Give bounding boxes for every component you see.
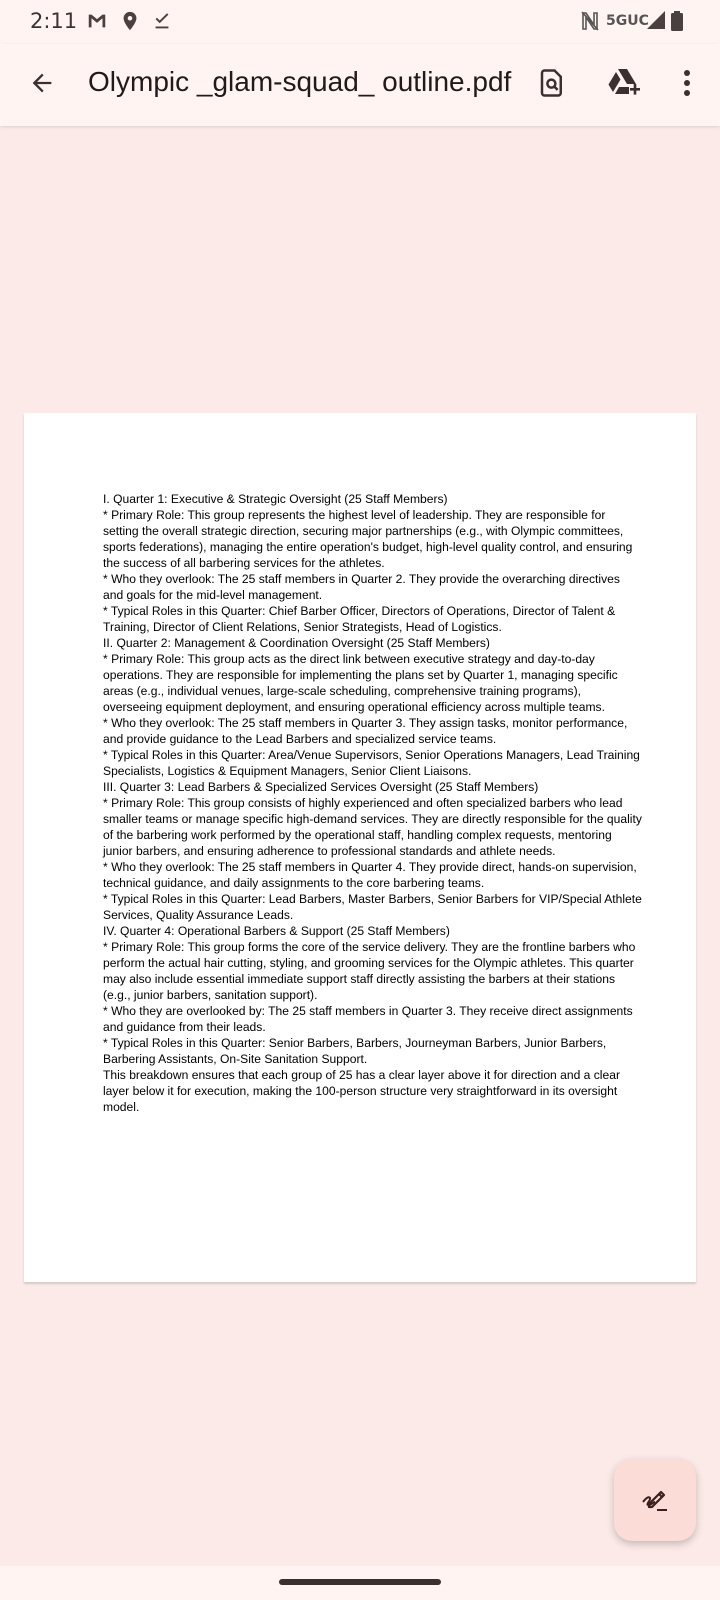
document-paragraph: * Primary Role: This group consists of highly experienced and often specialized barbers who lead smaller teams or manage specific high-demand services. They are directly responsible for the quality of the barbering work performed by the operational staff, handling complex requests, mentoring junior barbers, and ensuring adherence to professional standards and athlete needs. <box>103 796 642 858</box>
document-paragraph: * Who they overlook: The 25 staff members in Quarter 2. They provide the overarching directives and goals for the mid-level management. <box>103 572 620 602</box>
document-paragraph: IV. Quarter 4: Operational Barbers & Support (25 Staff Members) <box>103 924 450 938</box>
drive-add-icon <box>607 68 641 103</box>
document-paragraph: II. Quarter 2: Management & Coordination Oversight (25 Staff Members) <box>103 636 490 650</box>
document-title: Olympic _glam-squad_ outline.pdf <box>88 66 512 97</box>
pdf-page <box>24 413 696 1282</box>
document-paragraph: * Who they overlook: The 25 staff members in Quarter 4. They provide direct, hands-on supervision, technical guidance, and daily assignments to the core barbering teams. <box>103 860 637 890</box>
app-bar <box>0 44 720 126</box>
document-paragraph: * Typical Roles in this Quarter: Area/Venue Supervisors, Senior Operations Managers, Lead Training Specialists, Logistics & Equipment Managers, Senior Client Liaisons. <box>103 748 640 778</box>
download-done-icon <box>151 10 173 32</box>
gmail-icon <box>86 10 108 32</box>
document-paragraph: III. Quarter 3: Lead Barbers & Specialized Services Oversight (25 Staff Members) <box>103 780 539 794</box>
more-options-button[interactable] <box>663 61 711 109</box>
more-vert-icon <box>683 69 691 102</box>
battery-icon <box>670 10 692 32</box>
document-paragraph: * Primary Role: This group forms the core of the service delivery. They are the frontline barbers who perform the actual hair cutting, styling, and grooming services for the Olympic athletes. This quarter may also include essential immediate support staff directly assisting the barbers at their stations (e.g., junior barbers, sanitation support). <box>103 940 636 1002</box>
document-paragraph: * Typical Roles in this Quarter: Lead Barbers, Master Barbers, Senior Barbers for VIP/Special Athlete Services, Quality Assurance Leads. <box>103 892 642 922</box>
status-bar <box>0 0 720 44</box>
add-to-drive-button[interactable] <box>600 61 648 109</box>
document-paragraph: * Typical Roles in this Quarter: Chief Barber Officer, Directors of Operations, Director of Talent & Training, Director of Client Relations, Senior Strategists, Head of Logistics. <box>103 604 616 634</box>
document-body <box>103 491 643 1115</box>
document-paragraph: * Typical Roles in this Quarter: Senior Barbers, Barbers, Journeyman Barbers, Junior Barbers, Barbering Assistants, On-Site Sanitation Support. <box>103 1036 607 1066</box>
document-paragraph: I. Quarter 1: Executive & Strategic Oversight (25 Staff Members) <box>103 492 448 506</box>
home-indicator[interactable] <box>279 1579 441 1585</box>
annotate-button[interactable] <box>614 1459 696 1541</box>
document-paragraph: * Who they are overlooked by: The 25 staff members in Quarter 3. They receive direct assignments and guidance from their leads. <box>103 1004 633 1034</box>
pdf-viewer[interactable] <box>0 126 720 1566</box>
network-type: 5GUC <box>606 13 649 29</box>
document-paragraph: * Who they overlook: The 25 staff members in Quarter 3. They assign tasks, monitor performance, and provide guidance to the Lead Barbers and specialized service teams. <box>103 716 628 746</box>
nfc-icon <box>580 10 602 32</box>
document-paragraph: * Primary Role: This group acts as the direct link between executive strategy and day-to-day operations. They are responsible for implementing the plans set by Quarter 1, managing specific areas (e.g., individual venues, large-scale scheduling, comprehensive training programs), overseeing equipment deployment, and ensuring operational efficiency across multiple teams. <box>103 652 618 714</box>
document-paragraph: * Primary Role: This group represents the highest level of leadership. They are responsible for setting the overall strategic direction, securing major partnerships (e.g., with Olympic committees, sports federations), managing the entire operation's budget, high-level quality control, and ensuring the success of all barbering services for the athletes. <box>103 508 633 570</box>
search-document-icon <box>537 68 567 103</box>
edit-sign-icon <box>639 1482 671 1519</box>
gesture-nav-bar <box>0 1566 720 1600</box>
back-button[interactable] <box>18 61 66 109</box>
find-in-document-button[interactable] <box>528 61 576 109</box>
status-time: 2:11 <box>30 9 78 33</box>
signal-icon <box>646 10 668 32</box>
location-icon <box>119 10 141 32</box>
document-paragraph: This breakdown ensures that each group of 25 has a clear layer above it for direction and a clear layer below it for execution, making the 100-person structure very straightforward in its oversight model. <box>103 1068 620 1114</box>
back-arrow-icon <box>28 69 56 102</box>
